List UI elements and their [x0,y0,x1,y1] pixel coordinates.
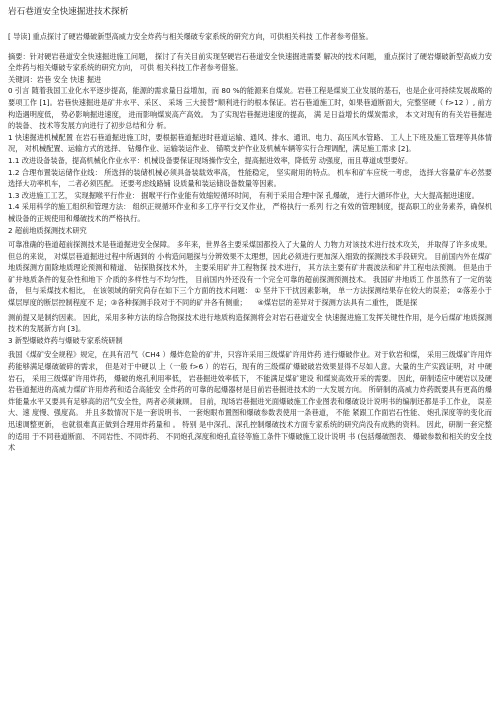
section-1-paragraph: 1 快速掘进机械配置 在岩石巷道掘进施工时，要根据巷道掘进时巷道运输、通风、排水、通讯、电力、高压风水管路、 工人上下班及施工管理等具体情况， 对机械配置、运输方式的选择、 钻爆作业、运输装运作业、 锚喷支护作业及机械车辆等实行合理调配，满足施工需求 [2]。 [8,132,492,154]
section-1-4-paragraph: 1.4 采用科学的施工组织和管理方法： 组织正规循环作业和多工序平行交叉作业， 严格执行一系列 行之有效的管理制度，提高职工的业务素养，确保机械设备的正规使用和爆破技术的严格执行。 [8,202,492,223]
section-1-1-paragraph: 1.1 改进设备装备，提高机械化作业水平：机械设备要保证现场操作安全，提高掘进效率，降低劳 动强度，而且尊道成型要好。 [8,155,413,165]
section-2-paragraph-a: 可靠准确的巷道超前探测技术是巷道掘进安全保障。 多年来，世界各主要采煤国都投入了大量的人 力物力对该技术进行技术攻关， 并取得了许多成果。 但总的来说， 对煤层巷道掘进过程中所遇到的 小构造问题探与分辨效果不太理想，因此必须进行更加深入细致的探测技术手段研究。 目前国内外在煤矿地质探测方面除地质理论预测和精道、 钻探勘探技术外， 主要采用矿井工程物探 技术进行， 其方法主要有矿井震波法和矿井工程电法预测。 但是由于矿井地质条件的复杂性和地下 介质的多样性与不均匀性， 目前国内外还没有一个完全可靠的超前探测预测技术。 我国矿井地质工 作虽然有了一定的装备， 但与采煤技术相比， 在该领域的研究尚存在如下三个方面的技术问题： ① 坚井下干扰因素影响， 单一方法探测结果存在较大的误差； ②落差小于煤层厚度的断层控制程度不 足；③各种探测手段对于不同的矿井各有侧重； ④煤岩层的差异对于探测方法具有二重性， 既是探 [8,240,492,308]
page-title: 岩石巷道安全快速掘进技术探析 [8,7,129,17]
keywords-line: 关键词：岩巷 安全 快速 掘进 [8,74,102,84]
section-3-paragraph: 我国《煤矿安全规程》规定，在具有沼气（CH4 ）爆炸危险的矿井，只容许采用三级煤矿许用炸药 进行爆破作业。对于软岩和煤， 采用三级煤矿许用炸药能够满足爆破破碎的需求， 但是对于中硬以 上（一般 f>6 ）的岩石，现有的三级煤矿爆破破岩效果显得不尽如人意。大量的生产实践证明，对 中硬岩石， 采用三级煤矿许用炸药， 爆破的炮孔利用率低， 岩巷掘进效率低下， 不能满足煤矿建设 和煤炭高效开采的需要。 因此，研制适应中硬岩以及硬岩巷道掘进的高威力煤矿许用炸药和适合高能安 全炸药的可靠的起爆器材是目前岩巷掘进技术的一大发展方向。 所研制的高威力炸药既要具有更高的爆 炸能量水平又要具有足够高的沼气安全性，两者必须兼顾。 目前，现场岩巷掘进光面爆破施工作业图表和爆破设计说明书的编制还都是手工作业， 误差大、速 度慢、强度高。 并且多数情况下是一套说明书、 一套炮眼布置图和爆破参数表使用一条巷道， 不能 紧跟工作面岩石性能、 炮孔深度等的变化而迅速调整更新， 也就很难真正做到合理用炸药量和 。 特别 是中深孔、深孔控制爆破技术方面专家系统的研究尚没有成熟的资料。 因此，研制一套完整的适用 于不同巷道断面、 不同岩性、不同炸药、 不同炮孔深度和炮孔直径等施工条件下爆破施工设计说明 书 (包括爆破图表、 爆破参数和相关的安全技术 [8,350,492,453]
section-2-paragraph-b: 测前提又是制约因素。 因此，采用多种方法的综合物探技术进行地质构造探测将会对岩石巷道安全 快速掘进施工发挥关键性作用，是今后煤矿地质探测技术的发展新方向 [3]。 [8,312,492,334]
document-page [8,6,492,702]
section-1-3-paragraph: 1.3 改进施工工艺， 实现掘喉平行作业： 掘喉平行作业能有效缩短循环时间， 有利于采用合理中深 孔爆破， 进行大循环作业，大大提高掘进速度。 [8,190,479,200]
section-1-2-paragraph: 1.2 合理布置装运储作业线： 所选择的装储机械必须具备装载效率高， 性能稳定， 坚实耐用的特点。 机车和矿车应统一考虑， 选择大容量矿车必然要选择大功率机车， 二者必须匹配。 还要考虑线路铺 设质量和装运储设备数量等因素。 [8,167,492,189]
guide-paragraph: [ 导读] 重点探讨了硬岩爆破新型高威力安全炸药与相关爆破专家系统的研究方向，可供相关科技 工作者参考借鉴。 [8,32,373,41]
section-3-heading: 3 新型爆破炸药与爆破专家系统研制 [8,335,123,345]
introduction-paragraph: 0 引言 随着我国工业化水平逐步提高，能源的需求量日益增加，而 80 %的能源来自煤炭。岩巷工程是煤炭工业发展的基石，也是企业可持续发展战略的要项工作 [1]。岩巷快速掘进是矿井水平、采区、 采场 三大接替”顺利进行的根本保证。岩石巷道施工时，如果巷道断面大，完整坚硬（ f>12 ）, 前方构造遇明度低， 势必影响掘进速度， 进而影响煤炭高产高效。 为了实现岩巷掘进速度的提高， 满 足日益增长的煤炭需求， 本文对现有的有关岩巷掘进的装备、 技术等发展方向进行了初步总结和分 析。 [8,86,492,131]
abstract-paragraph: 摘要：针对硬岩巷道安全快速掘进施工问题， 探讨了有关目前实现坚硬岩石巷道安全快速掘进需要 解决的技术问题， 重点探讨了硬岩爆破新型高威力安全炸药与相关爆破专家系统的研究方向， 可供 相关科技工作者参考借鉴。 [8,51,492,73]
section-2-heading: 2 超前地质探测技术研究 [8,225,87,235]
